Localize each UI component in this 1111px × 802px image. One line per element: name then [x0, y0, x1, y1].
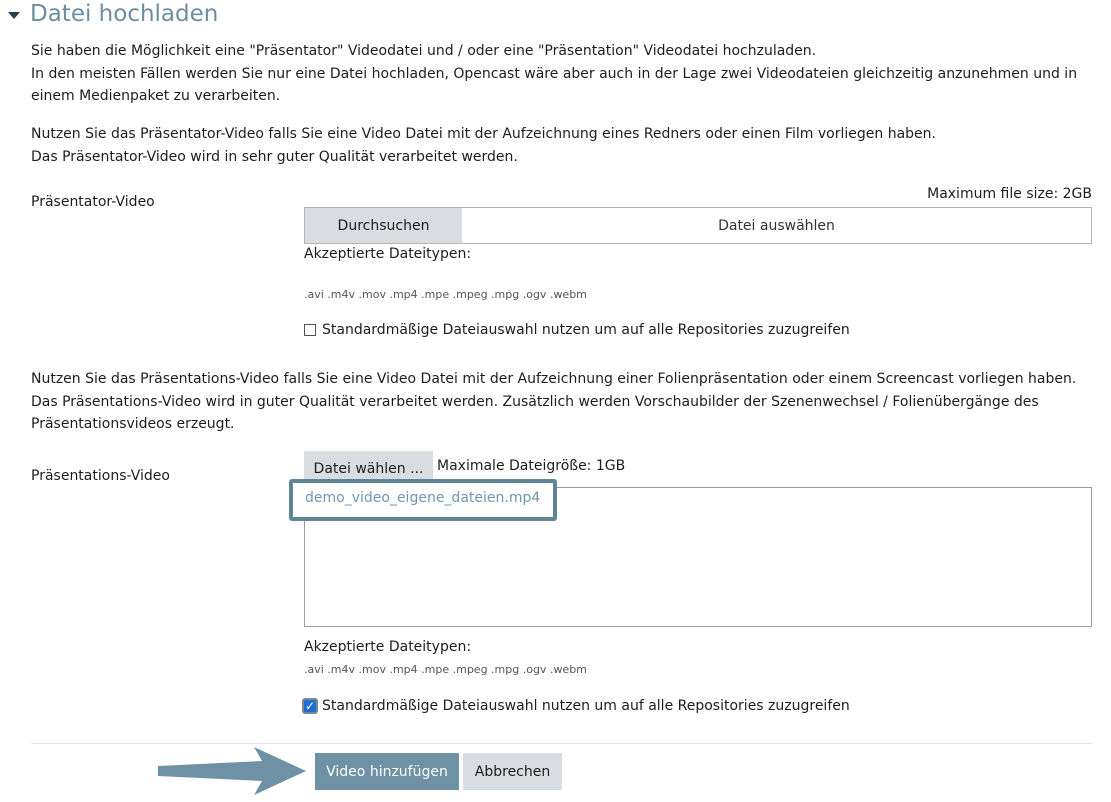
- presentation-accepted-types: .avi .m4v .mov .mp4 .mpe .mpeg .mpg .ogv .webm: [304, 663, 587, 676]
- presentation-max-size: Maximale Dateigröße: 1GB: [437, 458, 626, 474]
- cancel-button[interactable]: Abbrechen: [463, 753, 562, 790]
- arrow-right-icon: [150, 745, 310, 797]
- presenter-info-line-1: Nutzen Sie das Präsentator-Video falls Sie eine Video Datei mit der Aufzeichnung eines Redners oder einen Film vorliegen haben.: [31, 126, 936, 142]
- presenter-default-picker-option[interactable]: [304, 322, 850, 338]
- presenter-file-picker[interactable]: [304, 207, 1092, 244]
- presentation-info-line-1: Nutzen Sie das Präsentations-Video falls Sie eine Video Datei mit der Aufzeichnung einer Folienpräsentation oder einem Screencast vorliegen haben.: [31, 371, 1077, 387]
- presentation-checkbox-label[interactable]: Standardmäßige Dateiauswahl nutzen um auf alle Repositories zuzugreifen: [322, 698, 850, 714]
- presentation-info-text: [31, 368, 1101, 436]
- presenter-accepted-types: .avi .m4v .mov .mp4 .mpe .mpeg .mpg .ogv .webm: [304, 288, 587, 301]
- presentation-default-picker-option[interactable]: [302, 698, 850, 714]
- intro-text: [31, 40, 1101, 108]
- presenter-accepted-label: Akzeptierte Dateitypen:: [304, 246, 472, 262]
- presenter-default-picker-checkbox[interactable]: [304, 324, 316, 336]
- presentation-default-picker-checkbox[interactable]: [302, 698, 318, 714]
- presentation-video-label: Präsentations-Video: [31, 468, 170, 484]
- intro-line-1: Sie haben die Möglichkeit eine "Präsentator" Videodatei und / oder eine "Präsentation" Videodatei hochzuladen.: [31, 43, 817, 59]
- presenter-info-text: [31, 123, 1101, 168]
- intro-line-2: In den meisten Fällen werden Sie nur eine Datei hochladen, Opencast wäre aber auch in der Lage zwei Videodateien gleichzeitig anzunehmen und in einem Medienpaket zu verarbeiten.: [31, 65, 1078, 104]
- check-icon: ✓: [304, 699, 316, 713]
- selected-file-name[interactable]: demo_video_eigene_dateien.mp4: [305, 490, 541, 506]
- presenter-info-line-2: Das Präsentator-Video wird in sehr guter Qualität verarbeitet werden.: [31, 148, 518, 165]
- divider: [31, 743, 1092, 744]
- choose-file-button[interactable]: Datei wählen ...: [304, 451, 433, 487]
- section-title: Datei hochladen: [30, 1, 219, 27]
- add-video-button[interactable]: Video hinzufügen: [315, 753, 459, 790]
- presenter-max-size: Maximum file size: 2GB: [927, 186, 1092, 202]
- section-header[interactable]: [8, 0, 218, 34]
- presentation-info-line-2: Das Präsentations-Video wird in guter Qualität verarbeitet werden. Zusätzlich werden Vorschaubilder der Szenenwechsel / Folienübergänge des Präsentationsvideos erzeugt.: [31, 393, 1039, 432]
- caret-down-icon[interactable]: [8, 12, 20, 19]
- browse-button[interactable]: Durchsuchen: [305, 208, 462, 243]
- choose-file-field[interactable]: Datei auswählen: [718, 217, 835, 234]
- presenter-checkbox-label[interactable]: Standardmäßige Dateiauswahl nutzen um auf alle Repositories zuzugreifen: [322, 322, 850, 338]
- presenter-video-label: Präsentator-Video: [31, 194, 155, 210]
- presentation-accepted-label: Akzeptierte Dateitypen:: [304, 639, 472, 655]
